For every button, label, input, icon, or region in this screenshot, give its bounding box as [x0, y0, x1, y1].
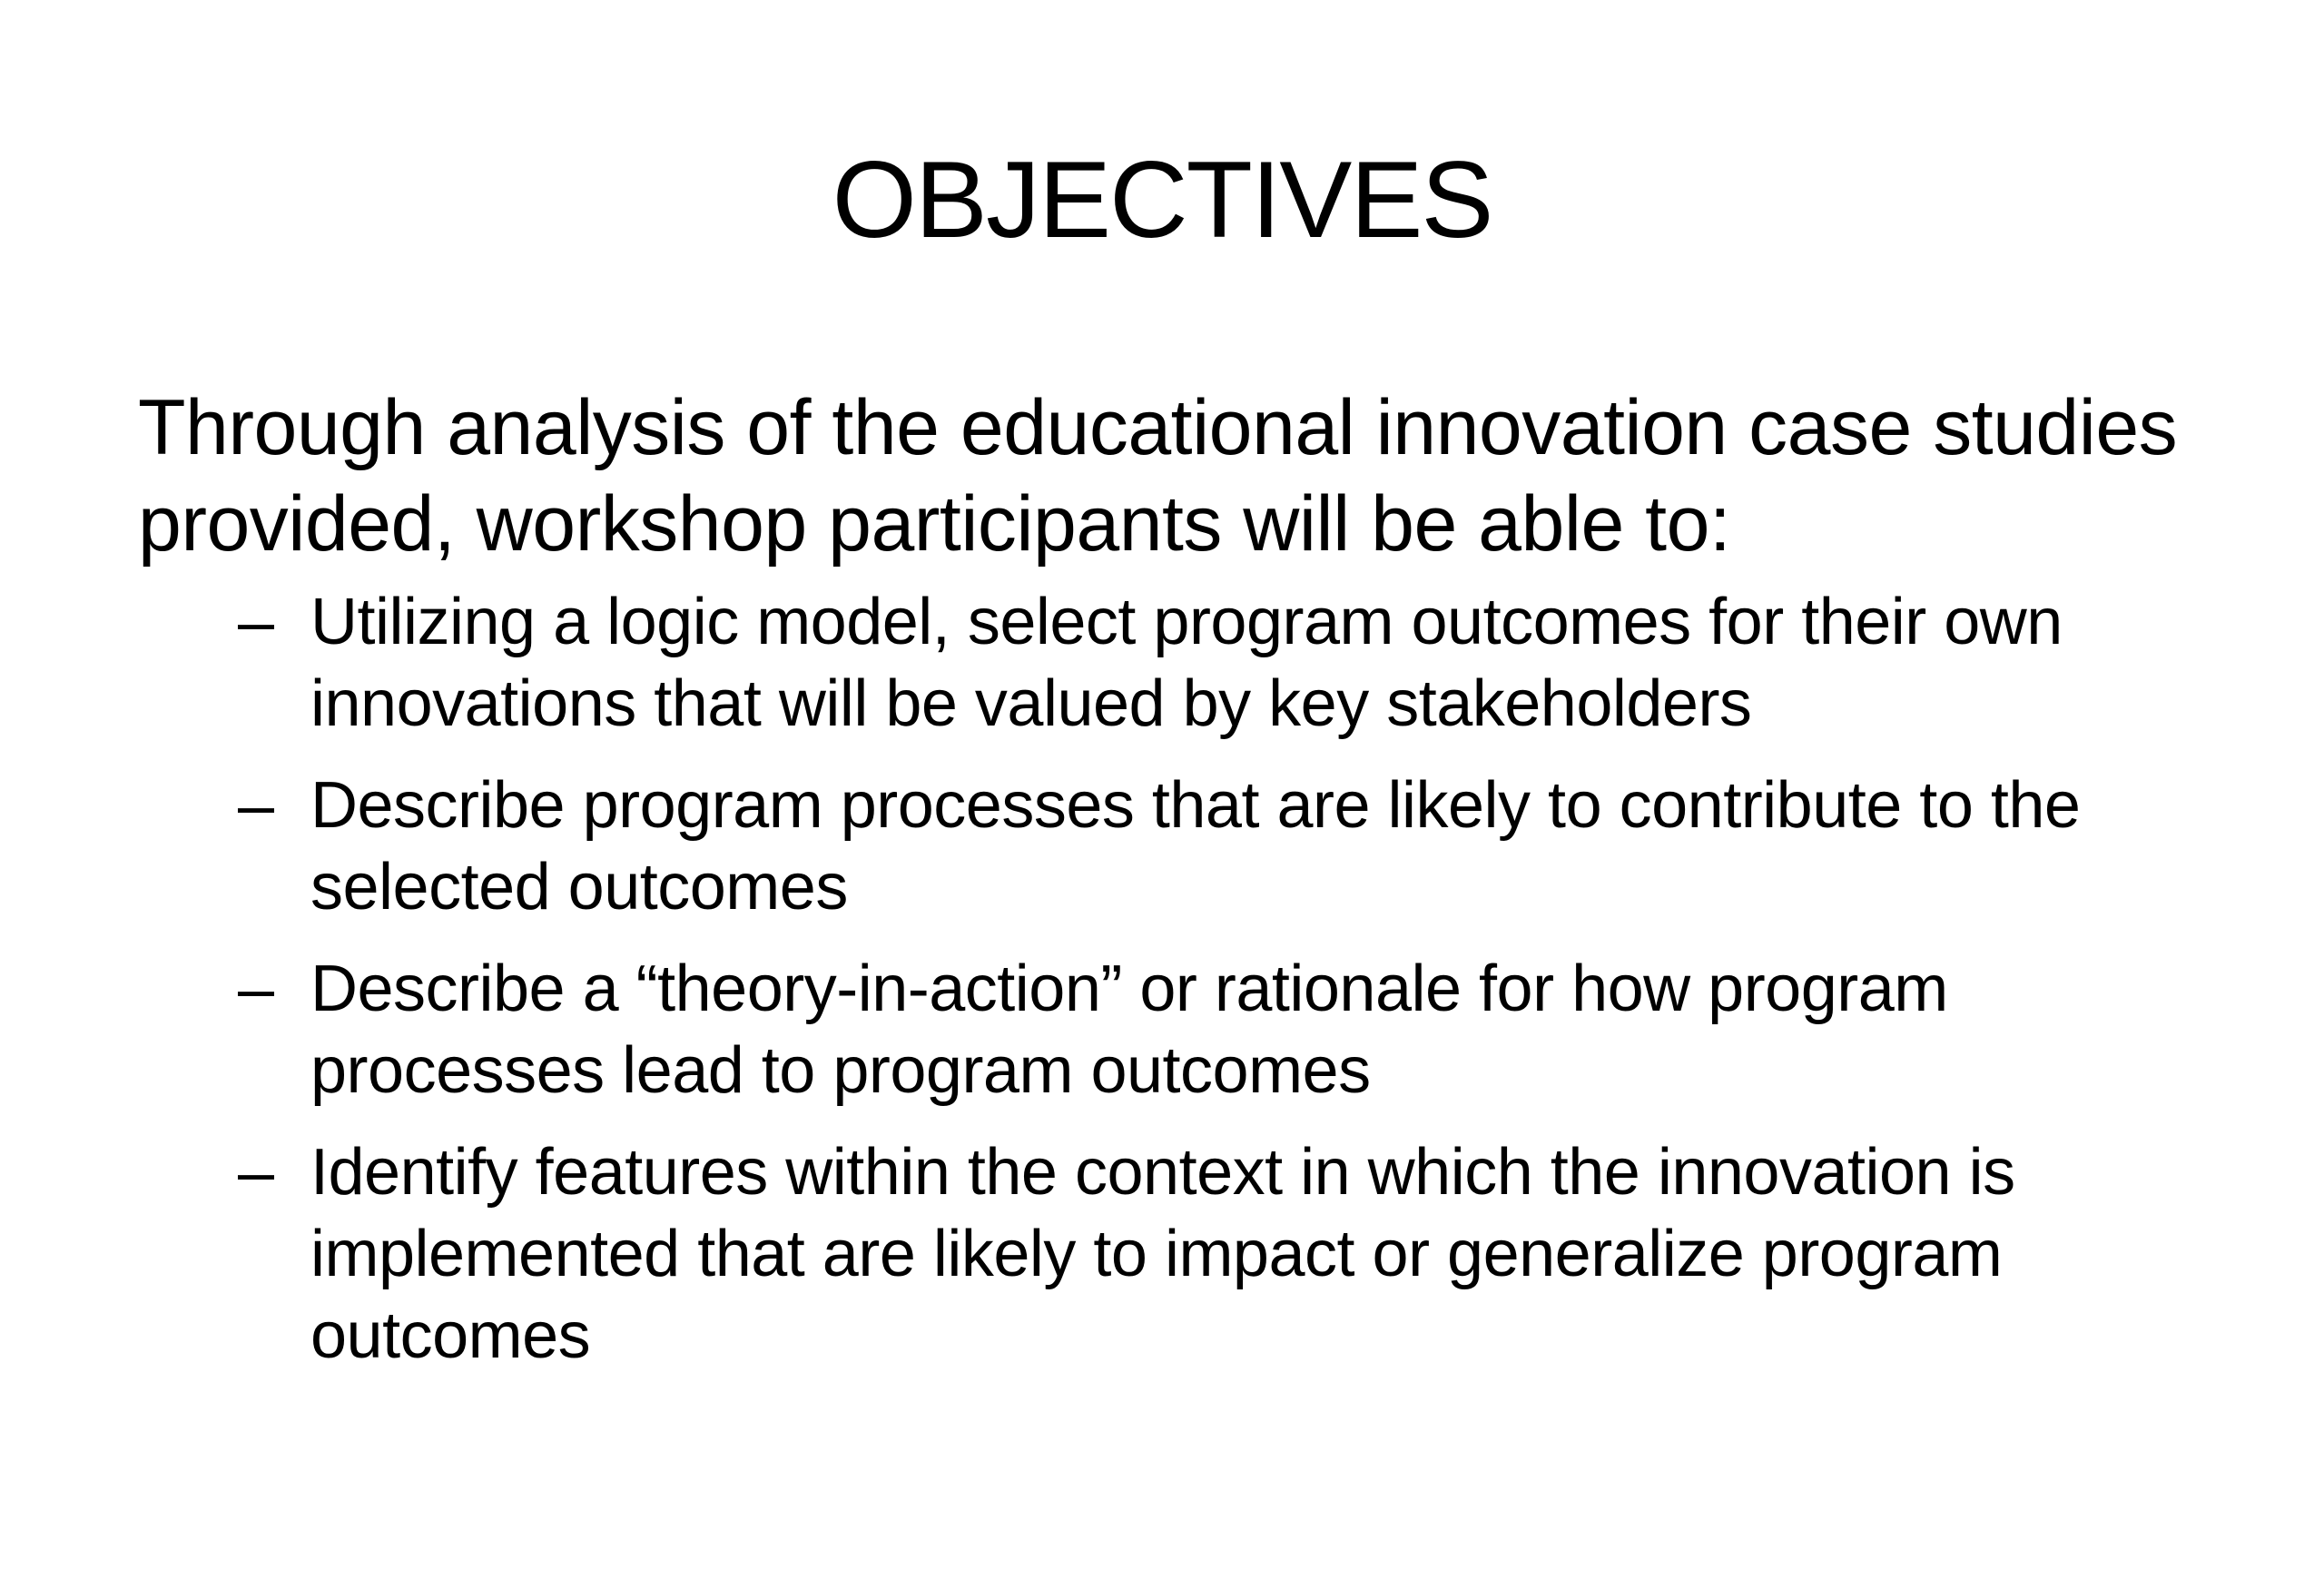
objective-item	[238, 581, 2235, 745]
dash-bullet-icon: –	[238, 1136, 275, 1209]
objectives-list	[238, 581, 2235, 1397]
objective-text: Identify features within the context in which the innovation is implemented that are likely to impact or generalize program outcomes	[310, 1136, 2015, 1372]
intro-paragraph: Through analysis of the educational innovation case studies provided, workshop participants will be able to:	[138, 384, 2178, 568]
objective-item	[238, 948, 2235, 1111]
dash-bullet-icon: –	[238, 953, 275, 1025]
objective-text: Utilizing a logic model, select program outcomes for their own innovations that will be valued by key stakeholders	[310, 586, 2063, 740]
dash-bullet-icon: –	[238, 586, 275, 658]
slide-title: OBJECTIVES	[832, 139, 1492, 261]
objective-text: Describe program processes that are likely to contribute to the selected outcomes	[310, 769, 2081, 923]
dash-bullet-icon: –	[238, 769, 275, 842]
objective-text: Describe a “theory-in-action” or rationale for how program processes lead to program outcomes	[310, 953, 1948, 1107]
objective-item	[238, 1131, 2235, 1377]
objective-item	[238, 765, 2235, 928]
